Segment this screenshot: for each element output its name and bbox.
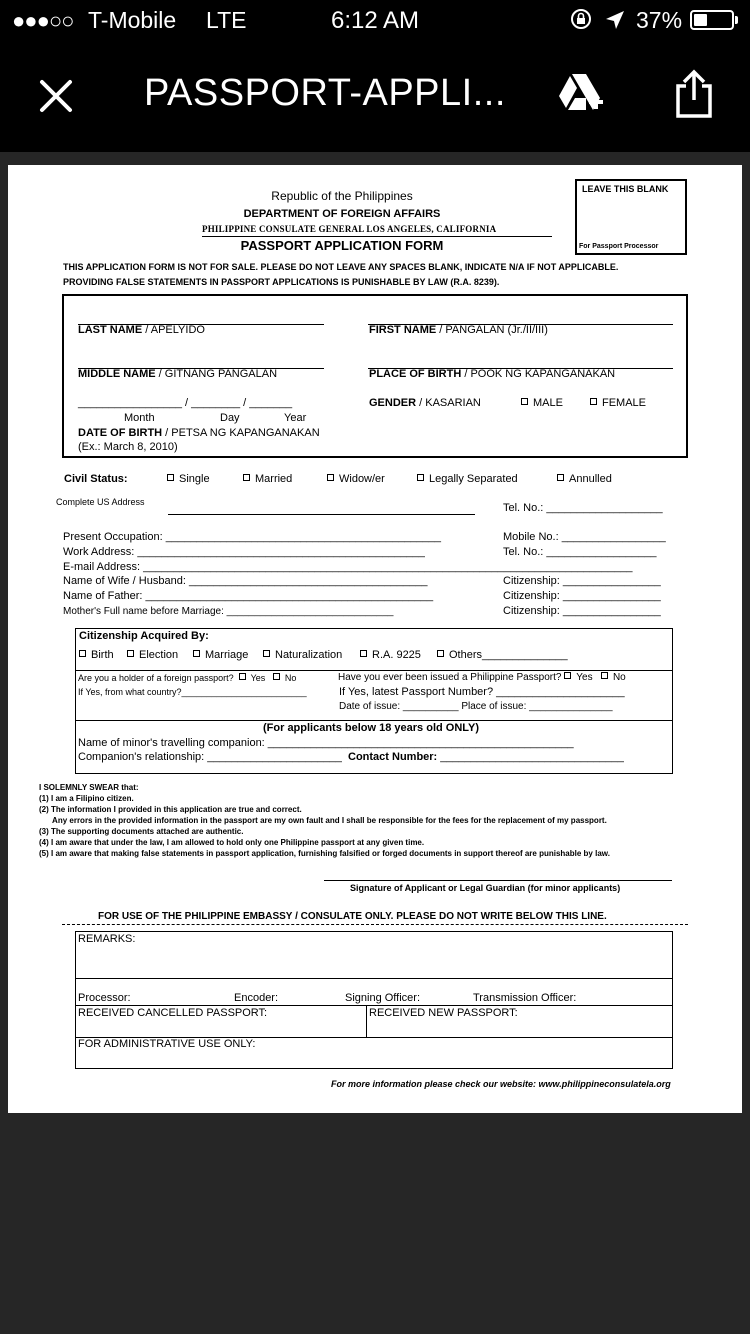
work-address-field[interactable]: Work Address: _______________________________________________ xyxy=(63,546,425,558)
minor-companion-field[interactable]: Name of minor's travelling companion: __________________________________________________ xyxy=(78,737,574,749)
department-heading: DEPARTMENT OF FOREIGN AFFAIRS xyxy=(243,208,441,220)
transmission-officer-label: Transmission Officer: xyxy=(473,992,577,1004)
website-footer: For more information please check our website: www.philippineconsulatela.org xyxy=(331,1079,671,1089)
oath-line-2b: Any errors in the provided information in the passport are my own fault and I shall be responsible for the fees for the replacement of my passport. xyxy=(39,816,607,825)
signing-officer-label: Signing Officer: xyxy=(345,992,421,1004)
received-cancelled-label: RECEIVED CANCELLED PASSPORT: xyxy=(78,1007,268,1019)
oath-heading: I SOLEMNLY SWEAR that: xyxy=(39,783,139,792)
us-address-label: Complete US Address xyxy=(56,497,145,507)
email-field[interactable]: E-mail Address: ________________________________________________________________________________ xyxy=(63,561,633,573)
document-title: PASSPORT-APPLI... xyxy=(144,72,506,114)
republic-heading: Republic of the Philippines xyxy=(271,189,413,203)
leave-blank-box xyxy=(575,179,687,255)
ph-passport-question: Have you ever been issued a Philippine Passport? Yes No xyxy=(338,672,626,683)
signal-strength: ●●●○○ xyxy=(12,8,74,33)
close-icon[interactable] xyxy=(36,76,76,116)
notice-line-1: THIS APPLICATION FORM IS NOT FOR SALE. PLEASE DO NOT LEAVE ANY SPACES BLANK, INDICATE N/A IF NOT APPLICABLE. xyxy=(63,262,619,272)
date-of-birth-label: DATE OF BIRTH / PETSA NG KAPANGANAKAN xyxy=(78,427,320,439)
checkbox-icon[interactable] xyxy=(193,650,200,657)
spouse-name-field[interactable]: Name of Wife / Husband: _______________________________________ xyxy=(63,575,428,587)
checkbox-icon[interactable] xyxy=(557,474,564,481)
gender-label: GENDER / KASARIAN xyxy=(369,397,481,409)
consulate-heading: PHILIPPINE CONSULATE GENERAL LOS ANGELES, CALIFORNIA xyxy=(202,224,497,234)
citizenship-others[interactable]: Others______________ xyxy=(437,649,568,661)
checkbox-icon[interactable] xyxy=(437,650,444,657)
first-name-label: FIRST NAME / PANGALAN (Jr./II/III) xyxy=(369,324,548,336)
foreign-country-field[interactable]: If Yes, from what country?_________________________ xyxy=(78,687,307,697)
remarks-divider xyxy=(75,978,673,979)
form-title: PASSPORT APPLICATION FORM xyxy=(240,238,444,253)
encoder-label: Encoder: xyxy=(234,992,279,1004)
clock: 6:12 AM xyxy=(330,7,420,34)
received-divider xyxy=(366,1005,367,1038)
civil-status-legally-separated[interactable]: Legally Separated xyxy=(417,473,518,485)
day-label: Day xyxy=(220,412,240,424)
location-arrow-icon xyxy=(604,9,626,31)
notice-line-2: PROVIDING FALSE STATEMENTS IN PASSPORT APPLICATIONS IS PUNISHABLE BY LAW (R.A. 8239). xyxy=(63,277,500,287)
checkbox-icon[interactable] xyxy=(564,672,571,679)
latest-passport-number-field[interactable]: If Yes, latest Passport Number? _____________________ xyxy=(339,686,625,698)
battery-nub xyxy=(735,16,738,24)
viewer-toolbar xyxy=(0,40,750,152)
passport-processor-label: For Passport Processor xyxy=(579,243,659,250)
foreign-passport-question: Are you a holder of a foreign passport? Yes No xyxy=(78,673,297,683)
father-citizenship-field[interactable]: Citizenship: ________________ xyxy=(503,590,661,602)
do-not-write-line xyxy=(62,924,688,925)
checkbox-icon[interactable] xyxy=(327,474,334,481)
place-of-birth-label: PLACE OF BIRTH / POOK NG KAPANGANAKAN xyxy=(369,368,616,380)
checkbox-icon[interactable] xyxy=(239,673,246,680)
us-address-line[interactable] xyxy=(168,514,475,515)
date-of-birth-blanks[interactable]: _________________ / ________ / _______ xyxy=(78,397,293,409)
checkbox-icon[interactable] xyxy=(243,474,250,481)
received-new-label: RECEIVED NEW PASSPORT: xyxy=(369,1007,518,1019)
father-name-field[interactable]: Name of Father: _______________________________________________ xyxy=(63,590,434,602)
companion-relationship-field[interactable]: Companion's relationship: ______________________ Contact Number: ______________________________ xyxy=(78,751,624,763)
mother-citizenship-field[interactable]: Citizenship: ________________ xyxy=(503,605,661,617)
citizenship-divider xyxy=(75,670,673,671)
battery-percentage: 37% xyxy=(636,7,683,33)
checkbox-icon[interactable] xyxy=(590,398,597,405)
date-place-of-issue-field[interactable]: Date of issue: __________ Place of issue: _______________ xyxy=(339,701,613,712)
oath-line-5: (5) I am aware that making false statements in passport application, furnishing falsified or forged documents in support thereof are punishable by law. xyxy=(39,849,610,858)
status-bar xyxy=(0,0,750,40)
last-name-label: LAST NAME / APELYIDO xyxy=(78,324,205,336)
citizenship-marriage[interactable]: Marriage xyxy=(193,649,248,661)
spouse-citizenship-field[interactable]: Citizenship: ________________ xyxy=(503,575,661,587)
checkbox-icon[interactable] xyxy=(127,650,134,657)
civil-status-single[interactable]: Single xyxy=(167,473,210,485)
oath-line-1: (1) I am a Filipino citizen. xyxy=(39,794,134,803)
office-use-banner: FOR USE OF THE PHILIPPINE EMBASSY / CONSULATE ONLY. PLEASE DO NOT WRITE BELOW THIS LINE. xyxy=(98,911,607,922)
oath-line-3: (3) The supporting documents attached are authentic. xyxy=(39,827,244,836)
gender-male-option[interactable]: MALE xyxy=(521,397,563,409)
network-type: LTE xyxy=(206,7,247,33)
signature-line[interactable] xyxy=(324,880,672,881)
date-of-birth-example: (Ex.: March 8, 2010) xyxy=(78,441,178,453)
month-label: Month xyxy=(124,412,155,424)
oath-line-2: (2) The information I provided in this application are true and correct. xyxy=(39,805,302,814)
civil-status-married[interactable]: Married xyxy=(243,473,292,485)
middle-name-label: MIDDLE NAME / GITNANG PANGALAN xyxy=(78,368,278,380)
checkbox-icon[interactable] xyxy=(521,398,528,405)
citizenship-election[interactable]: Election xyxy=(127,649,178,661)
checkbox-icon[interactable] xyxy=(263,650,270,657)
add-to-drive-icon[interactable] xyxy=(556,70,606,118)
header-rule xyxy=(202,236,552,237)
citizenship-naturalization[interactable]: Naturalization xyxy=(263,649,342,661)
officers-divider xyxy=(75,1005,673,1006)
citizenship-acquired-label: Citizenship Acquired By: xyxy=(79,630,209,642)
share-icon[interactable] xyxy=(672,68,716,120)
occupation-field[interactable]: Present Occupation: _____________________________________________ xyxy=(63,531,442,543)
admin-use-label: FOR ADMINISTRATIVE USE ONLY: xyxy=(78,1038,256,1050)
tel-no-field[interactable]: Tel. No.: ___________________ xyxy=(503,502,663,514)
year-label: Year xyxy=(284,412,307,424)
carrier-name: T-Mobile xyxy=(88,7,177,33)
checkbox-icon[interactable] xyxy=(167,474,174,481)
checkbox-icon[interactable] xyxy=(417,474,424,481)
minor-section-title: (For applicants below 18 years old ONLY) xyxy=(263,722,479,734)
minor-divider xyxy=(75,720,673,721)
civil-status-label: Civil Status: xyxy=(64,473,128,485)
mother-name-field[interactable]: Mother's Full name before Marriage: ______________________________ xyxy=(63,606,394,617)
civil-status-annulled[interactable]: Annulled xyxy=(557,473,612,485)
processor-label: Processor: xyxy=(78,992,131,1004)
checkbox-icon[interactable] xyxy=(360,650,367,657)
orientation-lock-icon xyxy=(570,8,592,30)
pdf-page xyxy=(8,165,742,1113)
leave-blank-label: LEAVE THIS BLANK xyxy=(582,184,669,194)
battery-icon xyxy=(690,10,734,30)
checkbox-icon[interactable] xyxy=(601,672,608,679)
civil-status-widower[interactable]: Widow/er xyxy=(327,473,385,485)
oath-line-4: (4) I am aware that under the law, I am allowed to hold only one Philippine passport at any given time. xyxy=(39,838,425,847)
remarks-label: REMARKS: xyxy=(78,933,136,945)
signature-label: Signature of Applicant or Legal Guardian (for minor applicants) xyxy=(350,883,621,893)
gender-female-option[interactable]: FEMALE xyxy=(590,397,646,409)
mobile-no-field[interactable]: Mobile No.: _________________ xyxy=(503,531,666,543)
checkbox-icon[interactable] xyxy=(273,673,280,680)
citizenship-birth[interactable]: Birth xyxy=(79,649,114,661)
citizenship-ra-9225[interactable]: R.A. 9225 xyxy=(360,649,421,661)
checkbox-icon[interactable] xyxy=(79,650,86,657)
work-tel-no-field[interactable]: Tel. No.: __________________ xyxy=(503,546,657,558)
